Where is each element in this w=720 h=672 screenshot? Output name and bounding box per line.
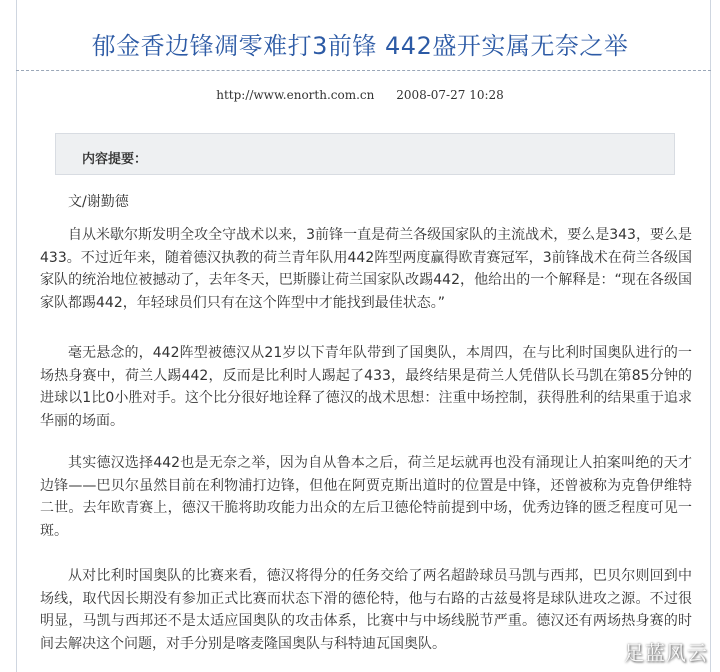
watermark: 足蓝风云 [624, 641, 708, 665]
author-byline: 文/谢勤德 [68, 194, 129, 210]
article-paragraph: 毫无悬念的，442阵型被德汉从21岁以下青年队带到了国奥队，本周四，在与比利时国奥队进行的一场热身赛中，荷兰人踢442，反而是比利时人踢起了433，最终结果是荷兰人凭借队长马凯在第85分钟的进球以1比0小胜对手。这个比分很好地诠释了德汉的战术思想：注重中场控制，获得胜利的结果重于追求华丽的场面。 [40, 345, 692, 429]
article-paragraph: 从对比利时国奥队的比赛来看，德汉将得分的任务交给了两名超龄球员马凯与西邦，巴贝尔则回到中场线，取代因长期没有参加正式比赛而状态下滑的德伦特，他与右路的古兹曼将是球队进攻之源。不过很明显，马凯与西邦还不是太适应国奥队的攻击体系，比赛中与中场线脱节严重。德汉还有两场热身赛的时间去解决这个问题，对手分别是喀麦隆国奥队与科特迪瓦国奥队。 [40, 568, 692, 652]
summary-label: 内容提要： [82, 152, 148, 167]
article-meta [0, 88, 720, 102]
article-paragraph: 自从米歇尔斯发明全攻全守战术以来，3前锋一直是荷兰各级国家队的主流战术，要么是343，要么是433。不过近年来，随着德汉执教的荷兰青年队用442阵型两度赢得欧青赛冠军，3前锋战术在荷兰各级国家队的统治地位被撼动了，去年冬天，巴斯滕让荷兰国家队改踢442，他给出的一个解释是：“现在各级国家队都踢442，年轻球员们只有在这个阵型中才能找到最佳状态。” [40, 227, 692, 311]
publish-date: 2008-07-27 10:28 [396, 88, 504, 102]
summary-box [55, 133, 675, 175]
article-title: 郁金香边锋凋零难打3前锋 442盛开实属无奈之举 [91, 32, 629, 60]
title-divider [16, 70, 711, 71]
article-paragraph: 其实德汉选择442也是无奈之举，因为自从鲁本之后，荷兰足坛就再也没有涌现让人拍案叫绝的天才边锋——巴贝尔虽然目前在利物浦打边锋，但他在阿贾克斯出道时的位置是中锋，还曾被称为克鲁伊维特二世。去年欧青赛上，德汉干脆将助攻能力出众的左后卫德伦特前提到中场，优秀边锋的匮乏程度可见一斑。 [40, 455, 692, 539]
source-link[interactable]: http://www.enorth.com.cn [216, 88, 375, 102]
